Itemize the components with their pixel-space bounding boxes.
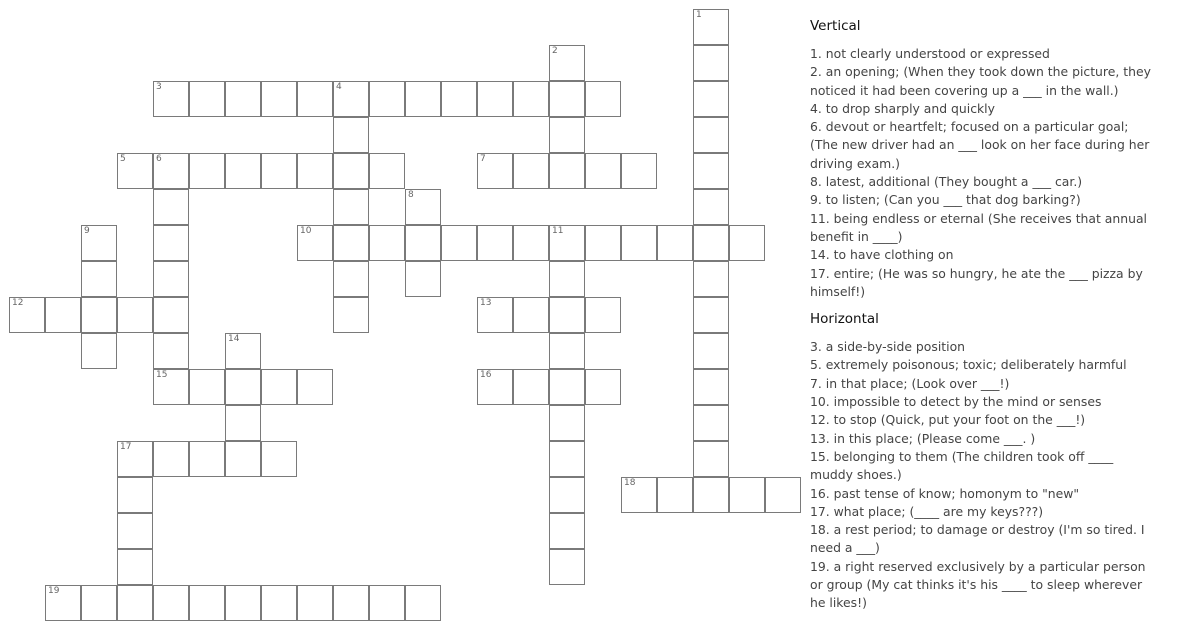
crossword-cell[interactable] bbox=[153, 189, 189, 225]
crossword-cell[interactable] bbox=[153, 369, 189, 405]
crossword-cell[interactable] bbox=[369, 585, 405, 621]
crossword-cell[interactable] bbox=[549, 297, 585, 333]
vertical-clue: 1. not clearly understood or expressed bbox=[810, 46, 1050, 61]
crossword-cell[interactable] bbox=[477, 297, 513, 333]
crossword-cell[interactable] bbox=[225, 333, 261, 369]
crossword-cell[interactable] bbox=[225, 405, 261, 441]
crossword-cell[interactable] bbox=[117, 513, 153, 549]
crossword-cell[interactable] bbox=[297, 81, 333, 117]
crossword-cell[interactable] bbox=[693, 477, 729, 513]
clue-number: 5 bbox=[120, 154, 126, 164]
crossword-cell[interactable] bbox=[225, 585, 261, 621]
clues-panel bbox=[810, 16, 1155, 621]
crossword-cell[interactable] bbox=[153, 333, 189, 369]
crossword-cell[interactable] bbox=[693, 153, 729, 189]
crossword-cell[interactable] bbox=[189, 441, 225, 477]
horizontal-clue: 7. in that place; (Look over ___!) bbox=[810, 375, 1010, 391]
crossword-cell[interactable] bbox=[225, 441, 261, 477]
crossword-cell[interactable] bbox=[45, 297, 81, 333]
crossword-cell[interactable] bbox=[117, 297, 153, 333]
crossword-cell[interactable] bbox=[333, 117, 369, 153]
crossword-cell[interactable] bbox=[261, 441, 297, 477]
crossword-cell[interactable] bbox=[369, 153, 405, 189]
crossword-cell[interactable] bbox=[693, 189, 729, 225]
crossword-cell[interactable] bbox=[333, 261, 369, 297]
crossword-cell[interactable] bbox=[693, 261, 729, 297]
crossword-cell[interactable] bbox=[297, 153, 333, 189]
clue-number: 6 bbox=[156, 154, 162, 164]
crossword-cell[interactable] bbox=[549, 477, 585, 513]
crossword-cell[interactable] bbox=[549, 441, 585, 477]
crossword-cell[interactable] bbox=[333, 225, 369, 261]
horizontal-clues-section bbox=[810, 309, 1155, 612]
horizontal-clue: 15. belonging to them (The children took off ____ muddy shoes.) bbox=[810, 448, 1114, 483]
crossword-cell[interactable] bbox=[225, 81, 261, 117]
clue-number: 3 bbox=[156, 82, 162, 92]
crossword-cell[interactable] bbox=[153, 225, 189, 261]
crossword-cell[interactable] bbox=[549, 81, 585, 117]
crossword-cell[interactable] bbox=[153, 153, 189, 189]
crossword-cell[interactable] bbox=[261, 369, 297, 405]
clue-number: 15 bbox=[156, 370, 168, 380]
vertical-clue: 6. devout or heartfelt; focused on a particular goal; (The new driver had an ___ look on her face during her driving exam.) bbox=[810, 119, 1150, 171]
crossword-cell[interactable] bbox=[153, 441, 189, 477]
clue-number: 1 bbox=[696, 10, 702, 20]
vertical-clue-list bbox=[810, 45, 1155, 301]
crossword-cell[interactable] bbox=[261, 81, 297, 117]
crossword-cell[interactable] bbox=[585, 369, 621, 405]
crossword-cell[interactable] bbox=[81, 333, 117, 369]
crossword-cell[interactable] bbox=[369, 81, 405, 117]
crossword-cell[interactable] bbox=[477, 369, 513, 405]
crossword-cell[interactable] bbox=[549, 117, 585, 153]
crossword-cell[interactable] bbox=[9, 297, 45, 333]
clue-number: 17 bbox=[120, 442, 132, 452]
horizontal-heading: Horizontal bbox=[810, 311, 879, 328]
crossword-cell[interactable] bbox=[549, 549, 585, 585]
crossword-cell[interactable] bbox=[441, 81, 477, 117]
crossword-cell[interactable] bbox=[621, 477, 657, 513]
horizontal-clue: 5. extremely poisonous; toxic; deliberately harmful bbox=[810, 357, 1127, 373]
crossword-cell[interactable] bbox=[693, 333, 729, 369]
crossword-cell[interactable] bbox=[189, 369, 225, 405]
crossword-cell[interactable] bbox=[693, 117, 729, 153]
crossword-cell[interactable] bbox=[333, 81, 369, 117]
crossword-cell[interactable] bbox=[189, 81, 225, 117]
crossword-cell[interactable] bbox=[693, 9, 729, 45]
crossword-cell[interactable] bbox=[297, 369, 333, 405]
crossword-cell[interactable] bbox=[549, 261, 585, 297]
crossword-cell[interactable] bbox=[117, 441, 153, 477]
clue-number: 8 bbox=[408, 190, 414, 200]
horizontal-clue-list bbox=[810, 338, 1155, 612]
vertical-clue: 14. to have clothing on bbox=[810, 247, 954, 263]
clue-number: 10 bbox=[300, 226, 312, 236]
crossword-cell[interactable] bbox=[153, 297, 189, 333]
horizontal-clue: 13. in this place; (Please come ___. ) bbox=[810, 430, 1036, 446]
crossword-cell[interactable] bbox=[729, 225, 765, 261]
crossword-cell[interactable] bbox=[297, 585, 333, 621]
vertical-clue: 9. to listen; (Can you ___ that dog barking?) bbox=[810, 192, 1081, 208]
horizontal-clue: 17. what place; (____ are my keys???) bbox=[810, 503, 1044, 519]
crossword-cell[interactable] bbox=[693, 45, 729, 81]
crossword-cell[interactable] bbox=[513, 297, 549, 333]
crossword-cell[interactable] bbox=[657, 477, 693, 513]
crossword-cell[interactable] bbox=[333, 297, 369, 333]
crossword-cell[interactable] bbox=[405, 189, 441, 225]
crossword-cell[interactable] bbox=[333, 585, 369, 621]
crossword-cell[interactable] bbox=[693, 369, 729, 405]
crossword-cell[interactable] bbox=[513, 369, 549, 405]
crossword-cell[interactable] bbox=[549, 513, 585, 549]
crossword-cell[interactable] bbox=[693, 81, 729, 117]
clue-number: 9 bbox=[84, 226, 90, 236]
clue-number: 16 bbox=[480, 370, 492, 380]
crossword-cell[interactable] bbox=[549, 45, 585, 81]
crossword-cell[interactable] bbox=[513, 225, 549, 261]
crossword-cell[interactable] bbox=[405, 585, 441, 621]
crossword-cell[interactable] bbox=[405, 225, 441, 261]
crossword-cell[interactable] bbox=[477, 153, 513, 189]
crossword-cell[interactable] bbox=[765, 477, 801, 513]
crossword-cell[interactable] bbox=[693, 225, 729, 261]
crossword-cell[interactable] bbox=[549, 405, 585, 441]
crossword-cell[interactable] bbox=[369, 225, 405, 261]
crossword-cell[interactable] bbox=[549, 153, 585, 189]
crossword-cell[interactable] bbox=[657, 225, 693, 261]
crossword-cell[interactable] bbox=[405, 81, 441, 117]
vertical-clue: 17. entire; (He was so hungry, he ate the ___ pizza by himself!) bbox=[810, 265, 1143, 299]
crossword-cell[interactable] bbox=[153, 81, 189, 117]
crossword-cell[interactable] bbox=[621, 225, 657, 261]
crossword-cell[interactable] bbox=[477, 225, 513, 261]
crossword-cell[interactable] bbox=[189, 153, 225, 189]
crossword-cell[interactable] bbox=[333, 153, 369, 189]
crossword-cell[interactable] bbox=[333, 189, 369, 225]
crossword-cell[interactable] bbox=[297, 225, 333, 261]
crossword-cell[interactable] bbox=[261, 585, 297, 621]
crossword-cell[interactable] bbox=[549, 225, 585, 261]
crossword-cell[interactable] bbox=[261, 153, 297, 189]
crossword-cell[interactable] bbox=[585, 297, 621, 333]
crossword-cell[interactable] bbox=[117, 153, 153, 189]
crossword-cell[interactable] bbox=[225, 369, 261, 405]
crossword-cell[interactable] bbox=[81, 297, 117, 333]
crossword-cell[interactable] bbox=[585, 153, 621, 189]
crossword-cell[interactable] bbox=[117, 549, 153, 585]
crossword-cell[interactable] bbox=[729, 477, 765, 513]
vertical-clue: 2. an opening; (When they took down the picture, they noticed it had been covering up a ___ in the wall.) bbox=[810, 64, 1151, 98]
crossword-cell[interactable] bbox=[549, 333, 585, 369]
clue-number: 18 bbox=[624, 478, 636, 488]
crossword-cell[interactable] bbox=[549, 369, 585, 405]
vertical-clue: 8. latest, additional (They bought a ___ car.) bbox=[810, 174, 1083, 190]
clue-number: 11 bbox=[552, 226, 564, 236]
crossword-cell[interactable] bbox=[117, 585, 153, 621]
crossword-cell[interactable] bbox=[153, 261, 189, 297]
vertical-clue: 11. being endless or eternal (She receives that annual benefit in ____) bbox=[810, 210, 1147, 244]
crossword-cell[interactable] bbox=[225, 153, 261, 189]
clue-number: 14 bbox=[228, 334, 240, 344]
horizontal-clue: 18. a rest period; to damage or destroy (I'm so tired. I need a ___) bbox=[810, 522, 1145, 556]
crossword-cell[interactable] bbox=[513, 153, 549, 189]
clue-number: 13 bbox=[480, 298, 492, 308]
horizontal-clue: 3. a side-by-side position bbox=[810, 339, 966, 355]
crossword-cell[interactable] bbox=[45, 585, 81, 621]
vertical-clue: 4. to drop sharply and quickly bbox=[810, 100, 995, 116]
crossword-cell[interactable] bbox=[693, 297, 729, 333]
crossword-cell[interactable] bbox=[405, 261, 441, 297]
crossword-cell[interactable] bbox=[621, 153, 657, 189]
horizontal-clue: 19. a right reserved exclusively by a particular person or group (My cat thinks it's his ____ to sleep wherever he likes!) bbox=[810, 558, 1146, 611]
vertical-heading: Vertical bbox=[810, 18, 861, 34]
crossword-cell[interactable] bbox=[477, 81, 513, 117]
crossword-cell[interactable] bbox=[117, 477, 153, 513]
clue-number: 19 bbox=[48, 586, 60, 596]
crossword-cell[interactable] bbox=[153, 585, 189, 621]
crossword-cell[interactable] bbox=[81, 585, 117, 621]
vertical-clues-section bbox=[810, 16, 1155, 301]
crossword-cell[interactable] bbox=[585, 81, 621, 117]
horizontal-clue: 16. past tense of know; homonym to "new" bbox=[810, 485, 1080, 501]
clue-number: 2 bbox=[552, 46, 558, 56]
horizontal-clue: 10. impossible to detect by the mind or senses bbox=[810, 394, 1102, 410]
clue-number: 4 bbox=[336, 82, 342, 92]
horizontal-clue: 12. to stop (Quick, put your foot on the ___!) bbox=[810, 412, 1086, 428]
crossword-cell[interactable] bbox=[81, 261, 117, 297]
crossword-cell[interactable] bbox=[693, 405, 729, 441]
crossword-cell[interactable] bbox=[81, 225, 117, 261]
clue-number: 7 bbox=[480, 154, 486, 164]
crossword-cell[interactable] bbox=[585, 225, 621, 261]
crossword-cell[interactable] bbox=[441, 225, 477, 261]
crossword-cell[interactable] bbox=[693, 441, 729, 477]
crossword-cell[interactable] bbox=[513, 81, 549, 117]
crossword-cell[interactable] bbox=[189, 585, 225, 621]
clue-number: 12 bbox=[12, 298, 24, 308]
